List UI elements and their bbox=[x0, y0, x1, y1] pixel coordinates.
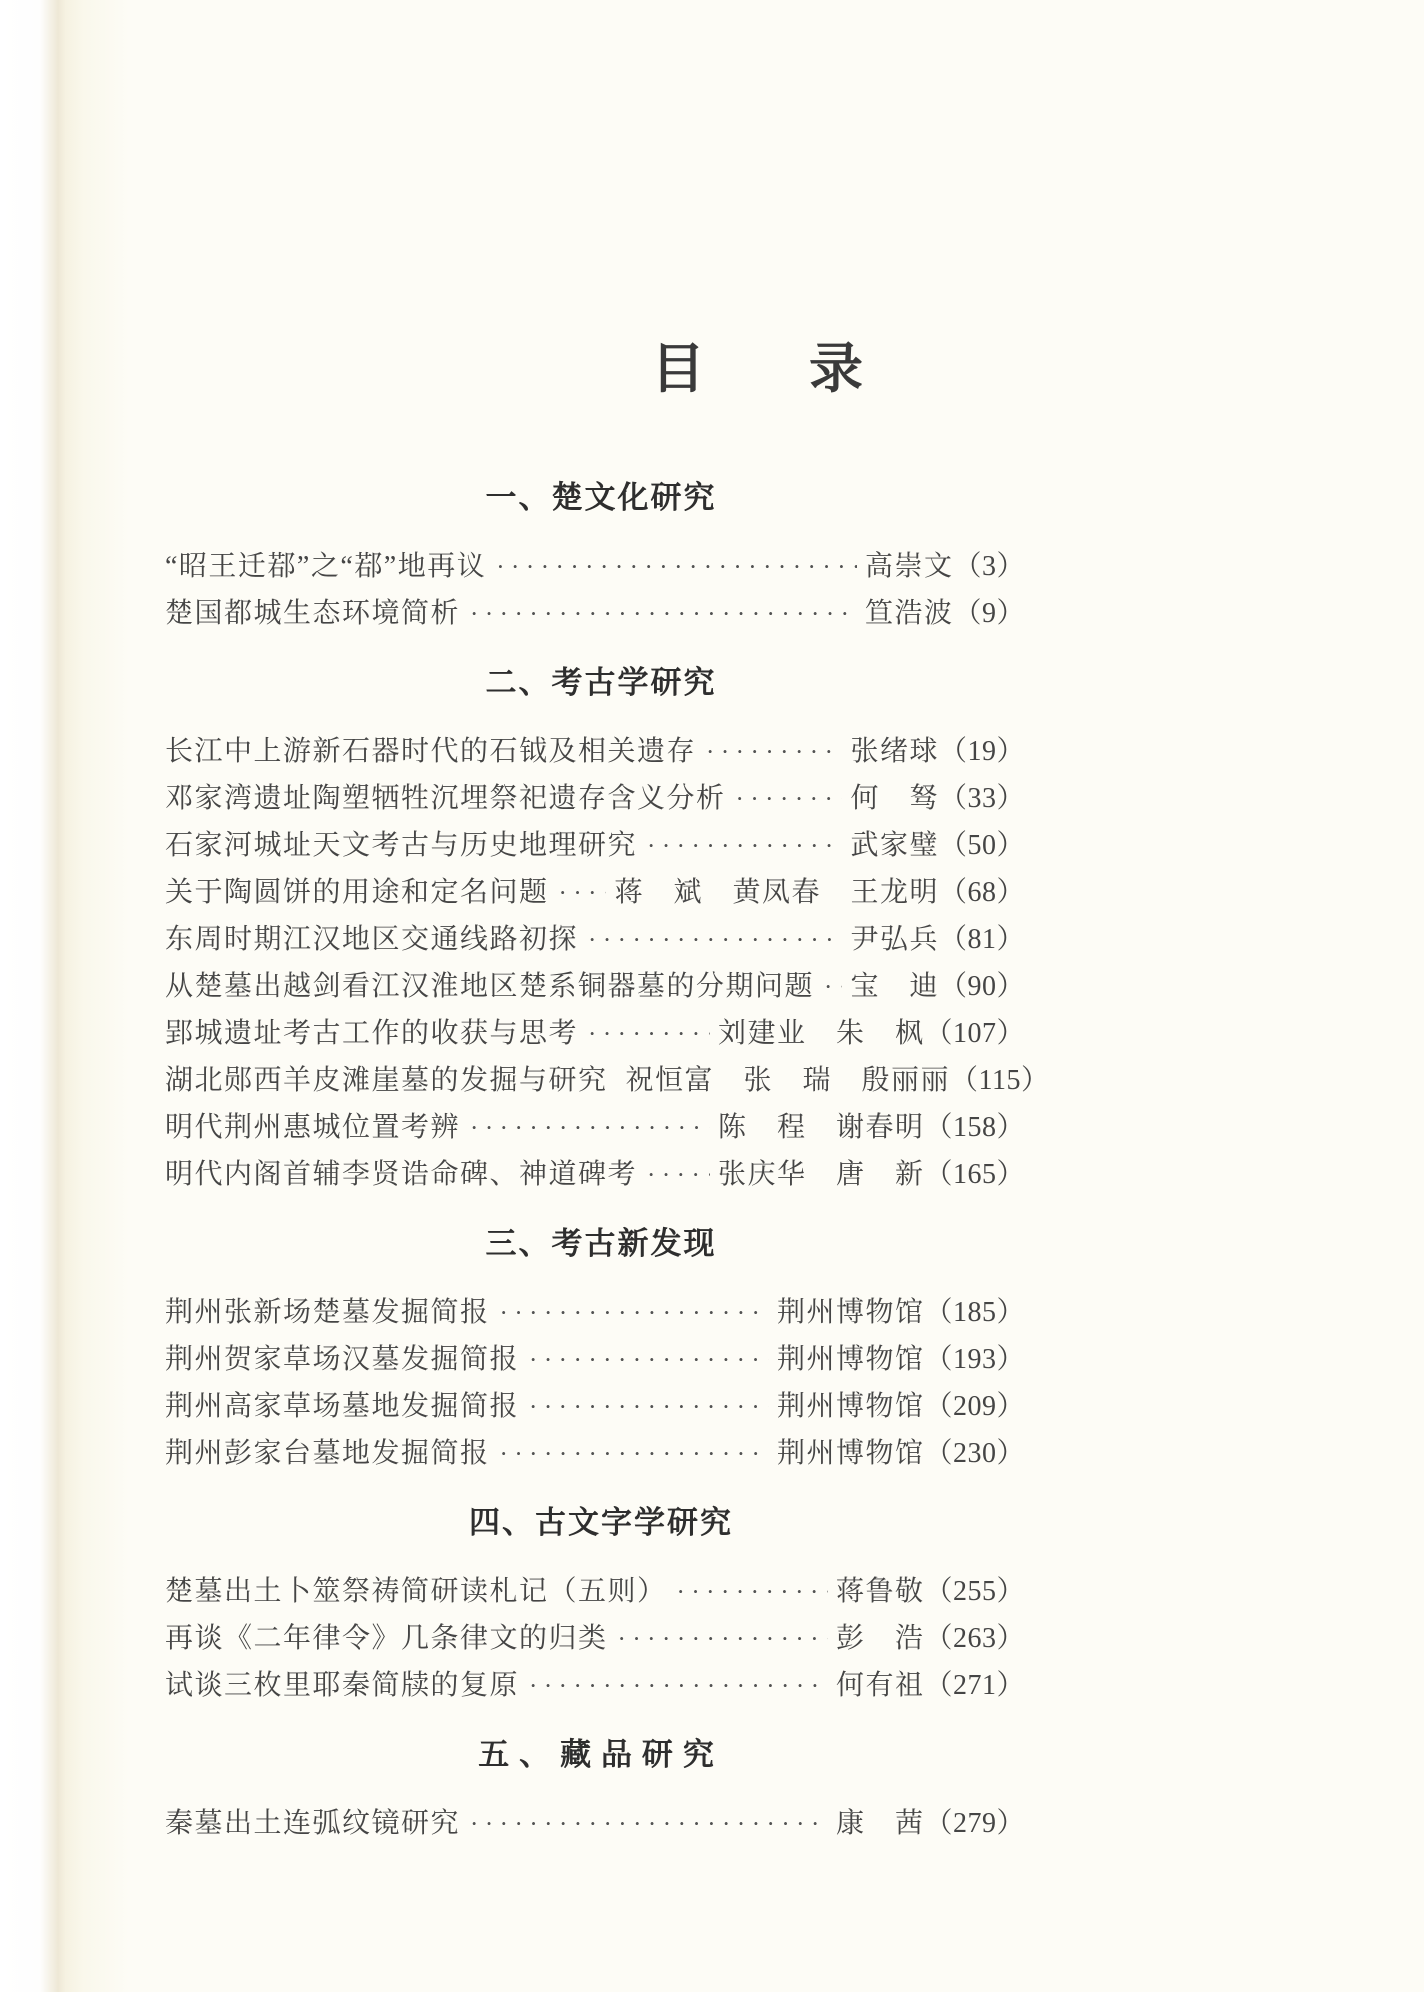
page-title bbox=[90, 0, 1424, 400]
toc-entry bbox=[165, 1663, 1025, 1710]
entry-page-number: （ 68 ） bbox=[939, 870, 1025, 916]
toc-section bbox=[165, 1224, 1025, 1478]
dot-leader-icon bbox=[500, 1291, 769, 1337]
dot-leader-icon bbox=[470, 592, 857, 638]
toc-entry bbox=[165, 964, 1025, 1011]
entry-authors: 武家璧 bbox=[850, 830, 939, 861]
entry-title: 邓家湾遗址陶塑牺牲沉埋祭祀遗存含义分析 bbox=[165, 783, 726, 814]
dot-leader-icon bbox=[559, 871, 607, 917]
toc-entry bbox=[165, 776, 1025, 823]
entry-authors: 张绪球 bbox=[850, 736, 939, 767]
toc-entry bbox=[165, 1569, 1025, 1616]
toc-section bbox=[165, 478, 1025, 638]
entry-title: 郢城遗址考古工作的收获与思考 bbox=[165, 1018, 579, 1049]
toc-section bbox=[165, 663, 1025, 1199]
entry-page-number: （ 165 ） bbox=[924, 1152, 1025, 1198]
toc-entry bbox=[165, 1152, 1025, 1199]
toc-entry bbox=[165, 1105, 1025, 1152]
entry-page-number: （ 33 ） bbox=[939, 776, 1025, 822]
dot-leader-icon bbox=[706, 730, 842, 776]
entry-page-number: （ 158 ） bbox=[924, 1105, 1025, 1151]
entry-page-number: （ 107 ） bbox=[924, 1011, 1025, 1057]
entry-title: 长江中上游新石器时代的石钺及相关遗存 bbox=[165, 736, 697, 767]
entry-title: 明代内阁首辅李贤诰命碑、神道碑考 bbox=[165, 1159, 638, 1190]
dot-leader-icon bbox=[500, 1432, 769, 1478]
toc-section bbox=[165, 1735, 1025, 1848]
dot-leader-icon bbox=[824, 965, 842, 1011]
entry-title: “昭王迁鄀”之“鄀”地再议 bbox=[165, 551, 487, 582]
entry-authors: 张庆华 唐 新 bbox=[717, 1159, 925, 1190]
section-heading: 四、古文字学研究 bbox=[469, 1505, 733, 1540]
page-title-char: 目 bbox=[651, 339, 705, 399]
entry-authors: 陈 程 谢春明 bbox=[717, 1112, 925, 1143]
entry-page-number: （ 90 ） bbox=[939, 964, 1025, 1010]
toc-entry bbox=[165, 870, 1025, 917]
entry-authors: 刘建业 朱 枫 bbox=[717, 1018, 925, 1049]
entry-authors: 何有祖 bbox=[835, 1670, 925, 1701]
entry-authors: 荆州博物馆 bbox=[776, 1297, 925, 1328]
entry-authors: 高崇文 bbox=[864, 551, 954, 582]
toc-section bbox=[165, 1503, 1025, 1710]
toc-entry bbox=[165, 917, 1025, 964]
entry-title: 从楚墓出越剑看江汉淮地区楚系铜器墓的分期问题 bbox=[165, 971, 815, 1002]
entry-authors: 荆州博物馆 bbox=[776, 1391, 925, 1422]
page-title-char: 录 bbox=[809, 339, 863, 399]
entry-title: 荆州贺家草场汉墓发掘简报 bbox=[165, 1344, 520, 1375]
dot-leader-icon bbox=[736, 777, 843, 823]
dot-leader-icon bbox=[529, 1385, 769, 1431]
dot-leader-icon bbox=[470, 1106, 710, 1152]
entry-title: 湖北郧西羊皮滩崖墓的发掘与研究 bbox=[165, 1065, 608, 1096]
dot-leader-icon bbox=[529, 1338, 769, 1384]
entry-page-number: （ 185 ） bbox=[924, 1290, 1025, 1336]
entry-authors: 何 驽 bbox=[850, 783, 939, 814]
dot-leader-icon bbox=[677, 1570, 828, 1616]
dot-leader-icon bbox=[470, 1802, 828, 1848]
entry-page-number: （ 230 ） bbox=[924, 1431, 1025, 1477]
section-heading: 一、楚文化研究 bbox=[485, 480, 717, 515]
toc-entry bbox=[165, 823, 1025, 870]
section-heading: 五、藏品研究 bbox=[478, 1737, 724, 1772]
entry-authors: 尹弘兵 bbox=[850, 924, 939, 955]
entry-title: 荆州张新场楚墓发掘简报 bbox=[165, 1297, 490, 1328]
toc-entry bbox=[165, 1058, 1025, 1105]
section-heading: 二、考古学研究 bbox=[485, 665, 717, 700]
dot-leader-icon bbox=[618, 1617, 828, 1663]
toc-entry bbox=[165, 1011, 1025, 1058]
entry-title: 荆州高家草场墓地发掘简报 bbox=[165, 1391, 520, 1422]
entry-page-number: （ 9 ） bbox=[953, 591, 1025, 637]
dot-leader-icon bbox=[588, 918, 842, 964]
toc-entry bbox=[165, 1431, 1025, 1478]
toc-entry bbox=[165, 1290, 1025, 1337]
entry-authors: 荆州博物馆 bbox=[776, 1344, 925, 1375]
entry-authors: 笪浩波 bbox=[864, 598, 954, 629]
entry-authors: 彭 浩 bbox=[835, 1623, 925, 1654]
section-heading: 三、考古新发现 bbox=[485, 1226, 717, 1261]
toc bbox=[165, 478, 1025, 1848]
toc-entry bbox=[165, 591, 1025, 638]
entry-title: 明代荆州惠城位置考辨 bbox=[165, 1112, 461, 1143]
entry-page-number: （ 115 ） bbox=[950, 1058, 1050, 1104]
entry-title: 东周时期江汉地区交通线路初探 bbox=[165, 924, 579, 955]
entry-title: 秦墓出土连弧纹镜研究 bbox=[165, 1808, 461, 1839]
toc-entry bbox=[165, 1616, 1025, 1663]
entry-title: 石家河城址天文考古与历史地理研究 bbox=[165, 830, 638, 861]
toc-entry bbox=[165, 1337, 1025, 1384]
entry-title: 关于陶圆饼的用途和定名问题 bbox=[165, 877, 549, 908]
entry-title: 荆州彭家台墓地发掘简报 bbox=[165, 1438, 490, 1469]
dot-leader-icon bbox=[588, 1012, 710, 1058]
entry-authors: 蒋鲁敬 bbox=[835, 1576, 925, 1607]
entry-title: 再谈《二年律令》几条律文的归类 bbox=[165, 1623, 608, 1654]
entry-page-number: （ 19 ） bbox=[939, 729, 1025, 775]
entry-page-number: （ 3 ） bbox=[953, 544, 1025, 590]
toc-entry bbox=[165, 544, 1025, 591]
entry-page-number: （ 263 ） bbox=[924, 1616, 1025, 1662]
entry-page-number: （ 81 ） bbox=[939, 917, 1025, 963]
entry-page-number: （ 279 ） bbox=[924, 1801, 1025, 1847]
entry-page-number: （ 255 ） bbox=[924, 1569, 1025, 1615]
entry-page-number: （ 50 ） bbox=[939, 823, 1025, 869]
entry-page-number: （ 193 ） bbox=[924, 1337, 1025, 1383]
toc-entry bbox=[165, 1384, 1025, 1431]
entry-page-number: （ 209 ） bbox=[924, 1384, 1025, 1430]
toc-entry bbox=[165, 1801, 1025, 1848]
entry-title: 楚墓出土卜筮祭祷简研读札记（五则） bbox=[165, 1576, 667, 1607]
dot-leader-icon bbox=[529, 1664, 828, 1710]
entry-authors: 祝恒富 张 瑞 殷丽丽 bbox=[625, 1065, 951, 1096]
dot-leader-icon bbox=[647, 1153, 710, 1199]
entry-title: 楚国都城生态环境简析 bbox=[165, 598, 461, 629]
entry-authors: 荆州博物馆 bbox=[776, 1438, 925, 1469]
entry-page-number: （ 271 ） bbox=[924, 1663, 1025, 1709]
toc-entry bbox=[165, 729, 1025, 776]
dot-leader-icon bbox=[647, 824, 842, 870]
dot-leader-icon bbox=[496, 545, 857, 591]
entry-title: 试谈三枚里耶秦简牍的复原 bbox=[165, 1670, 520, 1701]
entry-authors: 蒋 斌 黄凤春 王龙明 bbox=[614, 877, 939, 908]
entry-authors: 宝 迪 bbox=[850, 971, 939, 1002]
entry-authors: 康 茜 bbox=[835, 1808, 925, 1839]
